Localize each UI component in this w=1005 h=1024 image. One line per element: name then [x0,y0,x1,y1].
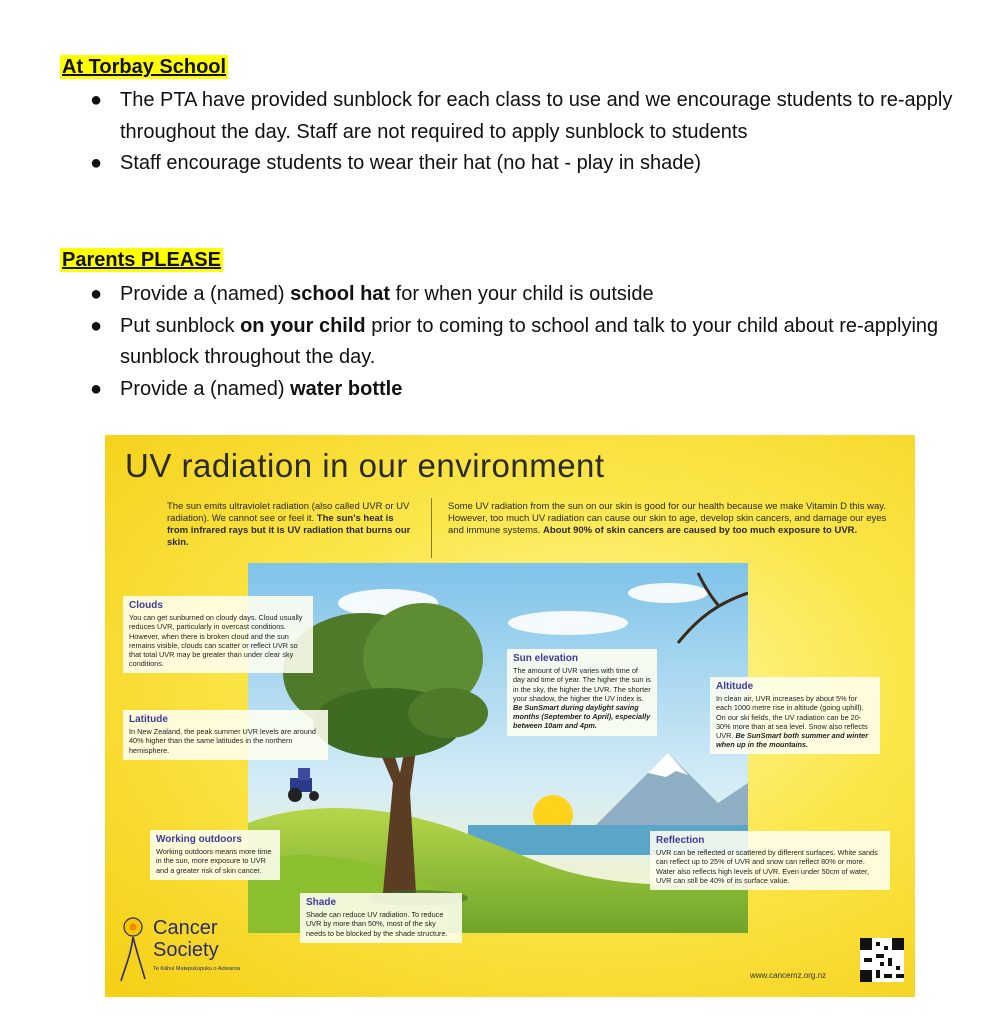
poster-intro-right: Some UV radiation from the sun on our skin is good for our health because we make Vitamin D this way. However, too much UV radiation can cause our skin to age, develop skin cancers, and damage our eyes and immune systems. About 90% of skin cancers are caused by too much exposure to UVR. [448,501,887,536]
info-box-altitude: Altitude In clean air, UVR increases by about 5% for each 1000 metre rise in altitude (going uphill). On our ski fields, the UV radiation can be 20-30% more than at sea level. Snow also reflects UVR. Be SunSmart both summer and winter when up in the mountains. [710,677,880,754]
bullet-icon: ● [90,377,103,400]
bullet-icon: ● [90,152,103,174]
daffodil-icon [115,915,151,985]
list-item: ● The PTA have provided sunblock for each class to use and we encourage students to re-apply throughout the day. Staff are not required to apply sunblock to students [90,85,970,148]
torbay-bullet-list [90,85,970,180]
info-box-latitude: Latitude In New Zealand, the peak summer UVR levels are around 40% higher than the same latitudes in the northern hemisphere. [123,710,328,760]
uv-poster [105,435,915,997]
parents-bullet-list [90,279,970,405]
logo-text-society: Society [153,939,219,961]
list-item: ● Provide a (named) school hat for when your child is outside [90,279,970,311]
bullet-icon: ● [90,314,103,337]
bullet-icon: ● [90,283,103,305]
poster-intro-left: The sun emits ultraviolet radiation (also called UVR or UV radiation). We cannot see or feel it. The sun's heat is from infrared rays but it is UV radiation that burns our skin. [167,501,411,548]
info-box-reflection: Reflection UVR can be reflected or scattered by different surfaces. White sands can reflect up to 25% of UVR and snow can reflect 80% or more. Water also reflects high levels of UVR. Even under 50cm of water, UVR can still be 40% of its surface value. [650,831,890,890]
cancer-society-logo [115,913,245,991]
list-item: ● Put sunblock on your child prior to coming to school and talk to your child about re-applying sunblock throughout the day. [90,311,970,374]
logo-text-cancer: Cancer [153,917,218,939]
info-box-working-outdoors: Working outdoors Working outdoors means more time in the sun, more exposure to UVR and a greater risk of skin cancer. [150,830,280,880]
heading-parents-please: Parents PLEASE [62,249,221,271]
intro-divider [431,498,432,558]
info-box-shade: Shade Shade can reduce UV radiation. To reduce UVR by more than 50%, most of the sky needs to be blocked by the shade structure. [300,893,462,943]
heading-at-torbay-school: At Torbay School [62,56,227,78]
info-box-sun-elevation: Sun elevation The amount of UVR varies with time of day and time of year. The higher the sun is in the sky, the higher the UVR. The shorter your shadow, the higher the UV index is. Be SunSmart during daylight saving months (September to April), especially between 10am and 4pm. [507,649,657,736]
bullet-icon: ● [90,89,103,111]
list-item: ● Staff encourage students to wear their hat (no hat - play in shade) [90,148,970,180]
poster-title: UV radiation in our environment [125,447,605,484]
logo-subtitle: Te Kāhui Matepukupuku o Aotearoa [153,966,241,972]
website-url: www.cancernz.org.nz [750,971,827,980]
list-item: ● Provide a (named) water bottle [90,374,970,406]
qr-code-icon [860,938,904,982]
info-box-clouds: Clouds You can get sunburned on cloudy days. Cloud usually reduces UVR, particularly in overcast conditions. However, when there is broken cloud and the sun remains visible, clouds can scatter or reflect UVR so that total UVR may be greater than under clear sky conditions. [123,596,313,673]
